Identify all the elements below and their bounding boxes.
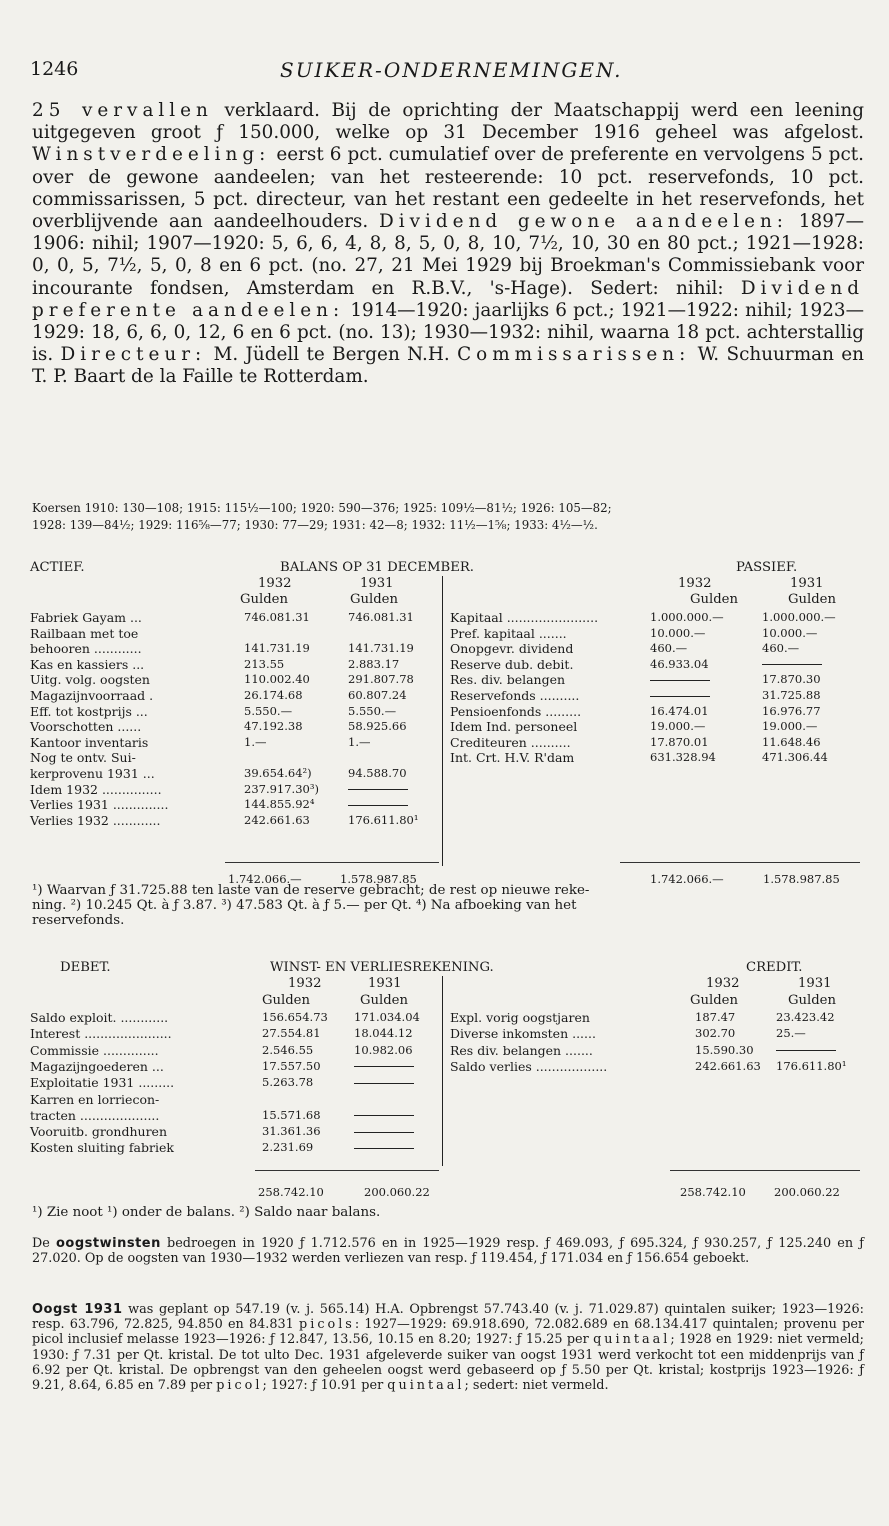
row-label: Pref. kapitaal ....... [450, 625, 567, 641]
row-label: Fabriek Gayam ... [30, 610, 142, 625]
total-value: 1.742.066.— [228, 872, 302, 886]
passief-heading: PASSIEF. [736, 560, 798, 575]
table-row [30, 1026, 862, 1041]
table-row [30, 735, 862, 750]
spaced-heading-dividend-preferente: Dividend preferente aandeelen: [32, 277, 864, 321]
winst-verlies-table [30, 960, 862, 1199]
row-label: Saldo verlies .................. [450, 1058, 608, 1074]
row-value-1931: 10.000.— [762, 625, 818, 640]
row-value-1931: 23.423.42 [776, 1010, 835, 1024]
row-label: Onopgevr. dividend [450, 641, 574, 657]
table-row [30, 1043, 862, 1058]
year-1931: 1931 [798, 976, 832, 991]
row-value-1932: 631.328.94 [650, 750, 716, 765]
empty-value-dash [762, 664, 822, 665]
row-value-1931: 176.611.80¹ [348, 812, 419, 827]
spaced-heading-directeur: Directeur: [60, 344, 207, 366]
total-rule [670, 1170, 860, 1171]
table-row [30, 1140, 862, 1155]
spaced-text: quintaal [593, 1332, 671, 1348]
table-row [30, 1108, 862, 1123]
text-run: De [32, 1236, 56, 1251]
unit-label: Gulden [262, 993, 310, 1008]
unit-label: Gulden [788, 993, 836, 1008]
text-run: : 1927—1929: 69.918.690, 72.082.689 en 68.134.417 quintalen; provenu per picol inclusief melasse 1923—1926: ƒ 12.847, 13.56, 10.15 en 8.20; 1927: ƒ 15.25 per [32, 1317, 865, 1348]
koersen-line: 1928: 139—84½; 1929: 116⅝—77; 1930: 77—29; 1931: 42—8; 1932: 11½—1⅝; 1933: 4½—½. [32, 517, 598, 532]
row-label: Reservefonds .......... [450, 688, 580, 703]
total-rule [225, 862, 439, 863]
row-label: kerprovenu 1931 ... [30, 766, 155, 781]
table-heading-row [30, 560, 862, 575]
credit-heading: CREDIT. [746, 960, 803, 975]
balans-title: BALANS OP 31 DECEMBER. [280, 560, 474, 575]
year-row [30, 576, 862, 591]
row-value-1931: 11.648.46 [762, 734, 821, 749]
row-value-1932: 19.000.— [650, 719, 706, 734]
empty-value-dash [776, 1050, 836, 1051]
year-1932: 1932 [288, 976, 322, 991]
unit-row [30, 993, 862, 1008]
row-value-1932: 26.174.68 [244, 688, 303, 702]
balans-table [30, 560, 862, 890]
row-value-1931: 16.976.77 [762, 703, 821, 718]
text-run: verklaard. Bij de oprichting der Maatschappij werd een leening uitgegeven groot ƒ 150.000, welke op 31 December 1916 geheel was afgelost. [32, 100, 864, 144]
row-value-1932 [650, 688, 710, 703]
year-1931: 1931 [368, 976, 402, 991]
row-value-1931 [354, 1124, 414, 1139]
row-value-1932: 5.550.— [244, 703, 293, 718]
spaced-heading-commissarissen: Commissarissen: [457, 344, 691, 366]
row-label: behooren ............ [30, 641, 142, 657]
row-value-1932: 39.654.64²) [244, 766, 312, 780]
empty-value-dash [348, 789, 408, 790]
empty-value-dash [650, 680, 710, 681]
empty-value-dash [354, 1083, 414, 1084]
table-row [30, 1092, 862, 1107]
row-value-1931: 460.— [762, 641, 800, 656]
row-label: Res div. belangen ....... [450, 1042, 593, 1058]
koersen-line: Koersen 1910: 130—108; 1915: 115½—100; 1920: 590—376; 1925: 109½—81½; 1926: 105—82; [32, 501, 612, 515]
row-value-1931: 176.611.80¹ [776, 1058, 847, 1073]
row-label: Verlies 1931 .............. [30, 797, 169, 813]
text-run: was geplant op 547.19 (v. j. 565.14) H.A. Opbrengst 57.743.40 (v. j. 71.029.87) quintalen suiker; 1923—1926: resp. 63.796, 72.825, 94.850 en 84.831 [32, 1302, 864, 1333]
bold-heading-oogst: Oogst 1931 [32, 1302, 123, 1317]
row-value-1931: 746.081.31 [348, 610, 414, 624]
table-row [30, 813, 862, 828]
row-value-1932: 46.933.04 [650, 656, 709, 671]
spaced-text: picols [299, 1317, 355, 1333]
row-label: Idem Ind. personeel [450, 719, 578, 735]
row-value-1932: 17.870.01 [650, 734, 709, 749]
year-1932: 1932 [678, 576, 712, 591]
year-1932: 1932 [258, 576, 292, 591]
text-run: ; sedert: niet vermeld. [464, 1378, 609, 1394]
row-value-1932: 47.192.38 [244, 719, 303, 734]
text-run: 1897—1906: nihil; 1907—1920: 5, 6, 6, 4, 8, 8, 5, 0, 8, 10, 7½, 10, 30 en 80 pct.; 1921—1928: 0, 0, 5, 7½, 5, 0, 8 en 6 pct. (no. 27, 21 Mei 1929 bij Broekman's Commissiebank voor incourante fondsen, Amsterdam en R.B.V., 's-Hage). Sedert: nihil: [32, 211, 864, 299]
debet-heading: DEBET. [60, 960, 111, 975]
text-run: bedroegen in 1920 ƒ 1.712.576 en in 1925—1929 resp. ƒ 469.093, ƒ 695.324, ƒ 930.257, ƒ 125.240 en ƒ 27.020. Op de oogsten van 1930—1932 werden verliezen van resp. ƒ 119.454, ƒ 171.034 en ƒ 156.654 geboekt. [32, 1236, 864, 1267]
row-value-1931: 60.807.24 [348, 688, 407, 702]
running-title: SUIKER-ONDERNEMINGEN. [280, 58, 623, 82]
row-label: Commissie .............. [30, 1042, 159, 1058]
page-header [30, 58, 860, 88]
text-run: M. Jüdell te Bergen N.H. [206, 344, 458, 366]
table-row [30, 610, 862, 625]
row-value-1931 [348, 797, 408, 812]
row-label: Expl. vorig oogstjaren [450, 1010, 590, 1025]
row-label: Karren en lorriecon- [30, 1091, 160, 1107]
row-label: Saldo exploit. ............ [30, 1010, 169, 1025]
unit-label: Gulden [360, 993, 408, 1008]
row-value-1931: 19.000.— [762, 719, 818, 734]
wv-title: WINST- EN VERLIESREKENING. [270, 960, 494, 975]
row-value-1932: 17.557.50 [262, 1058, 321, 1073]
row-value-1931: 171.034.04 [354, 1010, 420, 1024]
unit-row [30, 592, 862, 607]
table-row [30, 704, 862, 719]
unit-label: Gulden [690, 592, 738, 607]
year-1932: 1932 [706, 976, 740, 991]
row-value-1931: 5.550.— [348, 703, 397, 718]
row-label: Vooruitb. grondhuren [30, 1124, 168, 1140]
text-run: eerst 6 pct. cumulatief over de preferente en vervolgens 5 pct. over de gewone aandeelen; van het resteerende: 10 pct. reservefonds, 10 pct. commissarissen, 5 pct. directeur, van het restant een gedeelte in het reservefonds, het overblijvende aan aandeelhouders. [32, 144, 864, 233]
row-value-1931: 1.000.000.— [762, 610, 836, 624]
row-value-1931 [348, 782, 408, 797]
row-value-1932: 1.000.000.— [650, 610, 724, 624]
row-label: Nog te ontv. Sui- [30, 750, 136, 766]
row-label: Uitg. volg. oogsten [30, 672, 150, 688]
empty-value-dash [354, 1132, 414, 1133]
table-row [30, 1059, 862, 1074]
table-row [30, 688, 862, 703]
row-value-1931: 291.807.78 [348, 672, 414, 687]
row-value-1932: 2.231.69 [262, 1140, 314, 1155]
row-value-1931: 17.870.30 [762, 672, 821, 687]
row-value-1931 [776, 1043, 836, 1058]
row-label: Idem 1932 ............... [30, 781, 162, 797]
spaced-text: 25 vervallen [32, 100, 213, 121]
empty-value-dash [650, 696, 710, 697]
actief-heading: ACTIEF. [30, 560, 85, 575]
table-row [30, 782, 862, 797]
row-label: Verlies 1932 ............ [30, 812, 161, 828]
row-value-1931 [354, 1108, 414, 1123]
wv-footnote: ¹) Zie noot ¹) onder de balans. ²) Saldo naar balans. [32, 1205, 381, 1220]
page-number: 1246 [30, 58, 79, 80]
empty-value-dash [348, 805, 408, 806]
table-row [30, 766, 862, 781]
company-description [32, 100, 864, 389]
row-label: Interest ...................... [30, 1026, 172, 1042]
row-value-1932: 5.263.78 [262, 1075, 314, 1090]
row-value-1931 [354, 1140, 414, 1155]
row-value-1931: 58.925.66 [348, 719, 407, 734]
unit-label: Gulden [788, 592, 836, 607]
spaced-heading-dividend-gewone: Dividend gewone aandeelen: [378, 211, 789, 233]
row-value-1932: 144.855.92⁴ [244, 797, 315, 812]
row-value-1932 [650, 672, 710, 687]
oogstwinsten-paragraph [32, 1236, 864, 1266]
unit-label: Gulden [240, 592, 288, 607]
total-rule [255, 1170, 439, 1171]
row-label: tracten .................... [30, 1107, 160, 1123]
text-run: 1914—1920: jaarlijks 6 pct.; 1921—1922: nihil; 1923—1929: 18, 6, 6, 0, 12, 6 en 6 pct. (no. 13); 1930—1932: nihil, waarna 18 pct. achterstallig is. [32, 299, 864, 366]
row-value-1931 [762, 657, 822, 672]
empty-value-dash [354, 1115, 414, 1116]
text-run: ; 1927: ƒ 10.91 per [262, 1378, 388, 1394]
table-row [30, 719, 862, 734]
koersen [32, 500, 864, 533]
row-value-1931: 10.982.06 [354, 1042, 413, 1057]
total-rule [620, 862, 860, 863]
total-value: 1.742.066.— [650, 872, 724, 886]
table-row [30, 641, 862, 656]
row-label: Voorschotten ...... [30, 719, 142, 735]
table-row [30, 672, 862, 687]
total-value: 258.742.10 [680, 1185, 746, 1199]
row-value-1932: 187.47 [695, 1010, 736, 1024]
total-value: 1.578.987.85 [763, 872, 840, 886]
row-label: Kas en kassiers ... [30, 656, 145, 672]
total-row [30, 1185, 862, 1200]
row-value-1932: 746.081.31 [244, 610, 310, 624]
row-value-1932: 156.654.73 [262, 1010, 328, 1024]
row-label: Crediteuren .......... [450, 734, 571, 750]
row-value-1932: 237.917.30³) [244, 781, 319, 796]
footnote-line: ning. ²) 10.245 Qt. à ƒ 3.87. ³) 47.583 Qt. à ƒ 5.— per Qt. ⁴) Na afboeking van het [32, 898, 577, 913]
total-value: 200.060.22 [774, 1185, 840, 1199]
row-label: Magazijnvoorraad . [30, 688, 154, 703]
unit-label: Gulden [350, 592, 398, 607]
row-label: Railbaan met toe [30, 625, 139, 641]
empty-value-dash [354, 1148, 414, 1149]
row-label: Magazijngoederen ... [30, 1058, 164, 1074]
row-value-1931 [354, 1075, 414, 1090]
spaced-heading-winstverdeeling: Winstverdeeling: [32, 144, 271, 166]
row-value-1931: 18.044.12 [354, 1026, 413, 1041]
row-label: Pensioenfonds ......... [450, 703, 582, 719]
bold-heading-oogstwinsten: oogstwinsten [56, 1236, 161, 1251]
total-value: 1.578.987.85 [340, 872, 417, 886]
table-row [30, 1010, 862, 1025]
balans-footnote [32, 883, 864, 928]
row-value-1932: 460.— [650, 641, 688, 656]
total-value: 200.060.22 [364, 1185, 430, 1199]
table-row [30, 657, 862, 672]
row-value-1931: 2.883.17 [348, 656, 400, 671]
row-value-1932: 27.554.81 [262, 1026, 321, 1041]
row-label: Reserve dub. debit. [450, 656, 574, 672]
table-row [30, 750, 862, 765]
row-value-1932: 1.— [244, 734, 267, 749]
row-value-1932: 302.70 [695, 1026, 736, 1041]
row-value-1932: 141.731.19 [244, 641, 310, 656]
text-run: ; 1928 en 1929: niet vermeld; 1930: ƒ 7.31 per Qt. kristal. De tot ulto Dec. 1931 afgeleverde suiker van oogst 1931 werd verkocht tot een middenprijs van ƒ 6.92 per Qt. kristal. De opbrengst van den geheelen oogst werd gebaseerd op ƒ 5.50 per Qt. kristal; kostprijs 1923—1926: ƒ 9.21, 8.64, 6.85 en 7.89 per [32, 1332, 864, 1394]
oogst-paragraph [32, 1302, 864, 1393]
row-value-1932: 10.000.— [650, 625, 706, 640]
footnote-line: reservefonds. [32, 913, 125, 928]
row-label: Kosten sluiting fabriek [30, 1140, 174, 1156]
table-heading-row [30, 960, 862, 975]
table-row [30, 1124, 862, 1139]
row-value-1931: 25.— [776, 1026, 806, 1041]
total-value: 258.742.10 [258, 1185, 324, 1199]
row-value-1931: 471.306.44 [762, 750, 828, 765]
year-1931: 1931 [790, 576, 824, 591]
spaced-text: picol [216, 1378, 263, 1394]
footnote-line: ¹) Waarvan ƒ 31.725.88 ten laste van de reserve gebracht; de rest op nieuwe reke- [32, 883, 590, 898]
year-row [30, 976, 862, 991]
row-label: Int. Crt. H.V. R'dam [450, 750, 575, 766]
row-value-1932: 31.361.36 [262, 1124, 321, 1139]
text-run: W. Schuurman en T. P. Baart de la Faille te Rotterdam. [32, 344, 864, 388]
row-value-1932: 242.661.63 [695, 1058, 761, 1073]
row-value-1932: 2.546.55 [262, 1042, 314, 1057]
row-label: Res. div. belangen [450, 672, 566, 688]
row-label: Kantoor inventaris [30, 734, 149, 750]
row-label: Eff. tot kostprijs ... [30, 703, 148, 719]
row-value-1931: 141.731.19 [348, 641, 414, 656]
row-value-1932: 15.590.30 [695, 1042, 754, 1057]
row-label: Kapitaal ....................... [450, 610, 599, 625]
row-value-1932: 16.474.01 [650, 703, 709, 718]
row-value-1931: 94.588.70 [348, 766, 407, 780]
row-value-1931: 31.725.88 [762, 688, 821, 702]
unit-label: Gulden [690, 993, 738, 1008]
spaced-text: quintaal [387, 1378, 465, 1394]
table-row [30, 1075, 862, 1090]
row-value-1931: 1.— [348, 734, 371, 749]
table-row [30, 626, 862, 641]
row-value-1932: 15.571.68 [262, 1107, 321, 1122]
row-value-1932: 110.002.40 [244, 672, 310, 687]
year-1931: 1931 [360, 576, 394, 591]
table-row [30, 797, 862, 812]
row-label: Exploitatie 1931 ......... [30, 1075, 175, 1091]
row-label: Diverse inkomsten ...... [450, 1026, 596, 1042]
row-value-1932: 242.661.63 [244, 812, 310, 827]
row-value-1932: 213.55 [244, 656, 285, 671]
